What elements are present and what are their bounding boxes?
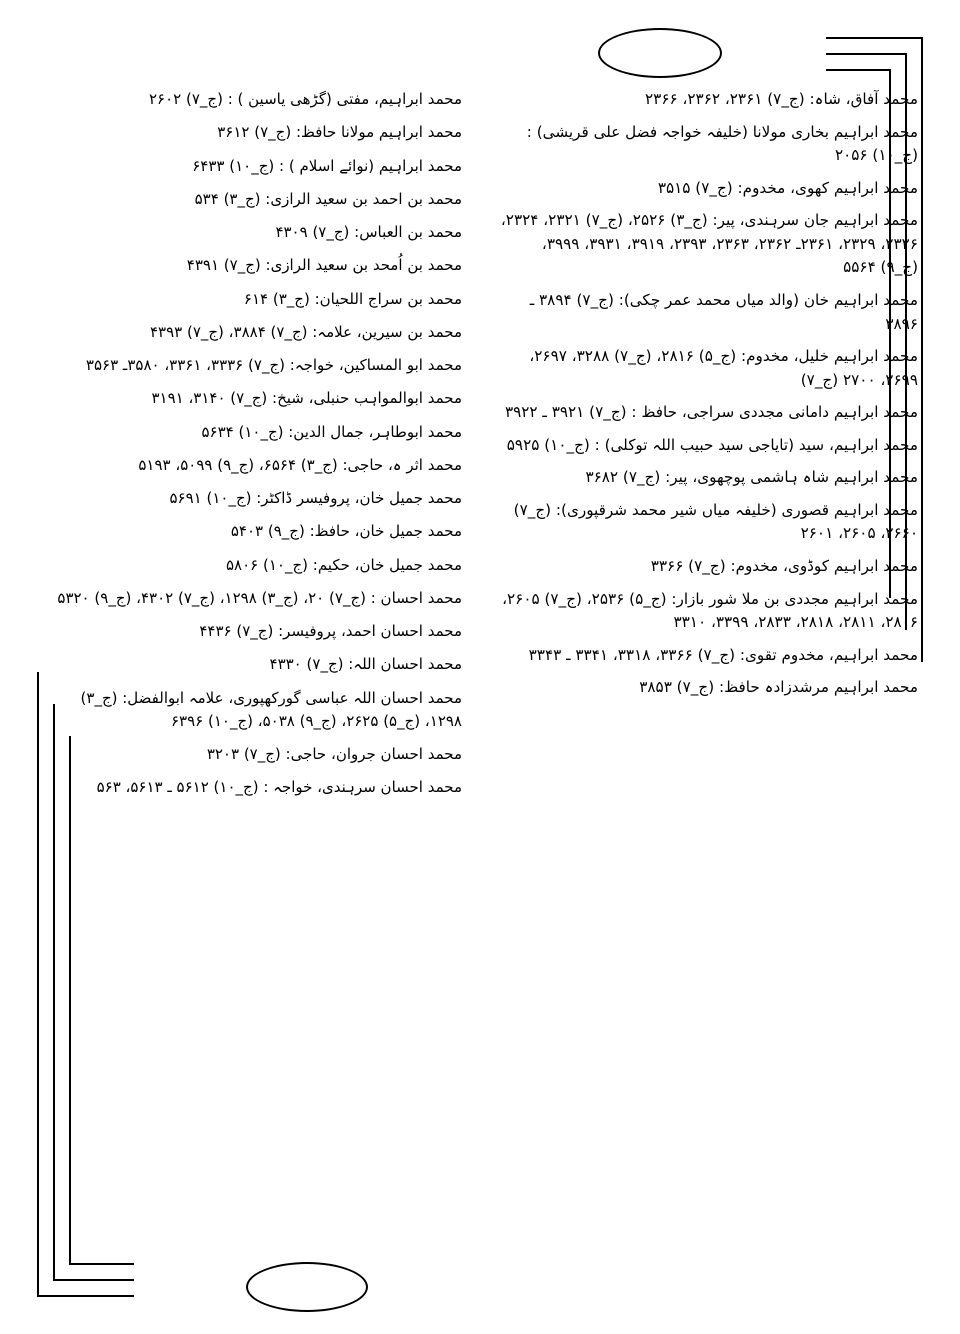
index-entry: محمد ابوطاہر، جمال الدین: (ج_۱۰) ۵۶۳۴ (201, 422, 462, 441)
decorative-ellipse-bottom (246, 1262, 368, 1312)
index-columns (44, 88, 918, 1254)
index-entry: محمد جمیل خان، حافظ: (ج_۹) ۵۴۰۳ (230, 522, 462, 541)
index-entry: محمد ابراہیم مولانا حافظ: (ج_۷) ۳۶۱۲ (217, 123, 462, 142)
index-entry: محمد احسان احمد، پروفیسر: (ج_۷) ۴۴۳۶ (199, 622, 462, 640)
decorative-ellipse-top (598, 28, 722, 78)
index-entry: محمد ابراہیم قصوری (خلیفہ میاں شیر محمد شرقپوری): (ج_۷) ۲۶۶۰، ۲۶۰۵، ۲۶۰۱ (508, 500, 918, 543)
index-entry: محمد بن سراج اللحیان: (ج_۳) ۶۱۴ (243, 289, 462, 308)
index-entry: محمد ابراہیم مجددی بن ملا شور بازار: (ج_۵) ۲۵۳۶، (ج_۷) ۲۶۰۵، ۲۸۰۶، ۲۸۱۱، ۲۸۱۸، ۲۸۳۳، ۳۳۹۹، ۳۳۱۰ (497, 589, 918, 632)
index-entry: محمد ابراہیم بخاری مولانا (خلیفہ خواجہ فضل علی قریشی) : (ج_۱۰) ۲۰۵۶ (521, 122, 918, 165)
index-entry: محمد احسان : (ج_۷) ۲۰، (ج_۳) ۱۲۹۸، (ج_۷) ۴۳۰۲، (ج_۹) ۵۳۲۰ (57, 588, 462, 607)
index-entry: محمد ابراہیم، مفتی (گڑھی یاسین ) : (ج_۷) ۲۶۰۲ (148, 90, 462, 108)
index-entry: محمد اثر ہ، حاجی: (ج_۳) ۶۵۶۴، (ج_۹) ۵۰۹۹، ۵۱۹۳ (138, 455, 462, 474)
index-entry: محمد احسان سرہندی، خواجہ : (ج_۱۰) ۵۶۱۲ ـ ۵۶۱۳، ۵۶۳ (96, 778, 462, 797)
index-entry: محمد ابراہیم جان سرہندی، پیر: (ج_۳) ۲۵۲۶، (ج_۷) ۲۳۲۱، ۲۳۲۴، ۲۳۲۶، ۲۳۲۹، ۲۳۶۱ـ ۲۳۶۲، ۲۳۶۳، ۲۳۹۳، ۳۹۱۹، ۳۹۳۱، ۳۹۹۹، (ج_۹) ۵۵۶۴ (496, 211, 918, 277)
index-entry: محمد ابراہیم شاہ ہاشمی پوچھوی، پیر: (ج_۷) ۳۶۸۲ (585, 468, 918, 487)
index-entry: محمد ابوالمواہب حنبلی، شیخ: (ج_۷) ۳۱۴۰، ۳۱۹۱ (151, 389, 462, 408)
index-entry: محمد بن سیرین، علامہ: (ج_۷) ۳۸۸۴، (ج_۷) ۴۳۹۳ (149, 322, 462, 341)
index-entry: محمد بن العباس: (ج_۷) ۴۳۰۹ (275, 223, 462, 241)
index-column-left (44, 88, 468, 1254)
index-entry: محمد آفاق، شاہ: (ج_۷) ۲۳۶۱، ۲۳۶۲، ۲۳۶۶ (645, 90, 918, 108)
index-entry: محمد ابراہیم کھوی، مخدوم: (ج_۷) ۳۵۱۵ (657, 178, 918, 197)
index-entry: محمد ابراہیم خلیل، مخدوم: (ج_۵) ۲۸۱۶، (ج_۷) ۳۲۸۸، ۲۶۹۷، ۲۶۹۹، ۲۷۰۰ (ج_۷) (524, 347, 918, 389)
index-entry: محمد ابو المساکین، خواجہ: (ج_۷) ۳۳۳۶، ۳۳۶۱، ۳۵۸۰ـ ۳۵۶۳ (85, 356, 462, 374)
index-entry: محمد احسان جروان، حاجی: (ج_۷) ۳۲۰۳ (206, 745, 462, 763)
index-entry: محمد ابراہیم، مخدوم تقوی: (ج_۷) ۳۳۶۶، ۳۳۱۸، ۳۳۴۱ ـ ۳۳۴۳ (528, 645, 918, 664)
index-entry: محمد ابراہیم، سید (تایاجی سید حبیب اللہ توکلی) : (ج_۱۰) ۵۹۲۵ (506, 435, 918, 454)
index-entry: محمد ابراہیم خان (والد میاں محمد عمر چکی): (ج_۷) ۳۸۹۴ ـ ۳۸۹۶ (524, 290, 918, 333)
index-entry: محمد ابراہیم مرشدزادہ حافظ: (ج_۷) ۳۸۵۳ (639, 678, 918, 697)
index-entry: محمد جمیل خان، پروفیسر ڈاکٹر: (ج_۱۰) ۵۶۹۱ (169, 489, 462, 507)
index-entry: محمد احسان اللہ: (ج_۷) ۴۳۳۰ (269, 655, 462, 674)
index-entry: محمد ابراہیم دامانی مجددی سراجی، حافظ : (ج_۷) ۳۹۲۱ ـ ۳۹۲۲ (504, 403, 918, 422)
index-entry: محمد بن اُمحد بن سعید الرازی: (ج_۷) ۴۳۹۱ (186, 256, 462, 275)
index-entry: محمد جمیل خان، حکیم: (ج_۱۰) ۵۸۰۶ (225, 555, 462, 574)
index-entry: محمد بن احمد بن سعید الرازی: (ج_۳) ۵۳۴ (194, 189, 462, 208)
index-entry: محمد ابراہیم کوڈوی، مخدوم: (ج_۷) ۳۳۶۶ (650, 557, 918, 575)
index-entry: محمد احسان اللہ عباسی گورکھپوری، علامہ ابوالفضل: (ج_۳) ۱۲۹۸، (ج_۵) ۲۶۲۵، (ج_۹) ۵۰۳۸، (ج_۱۰) ۶۳۹۶ (75, 688, 462, 730)
index-entry: محمد ابراہیم (نوائے اسلام ) : (ج_۱۰) ۶۴۳۳ (192, 156, 462, 175)
index-column-right (494, 88, 918, 1254)
